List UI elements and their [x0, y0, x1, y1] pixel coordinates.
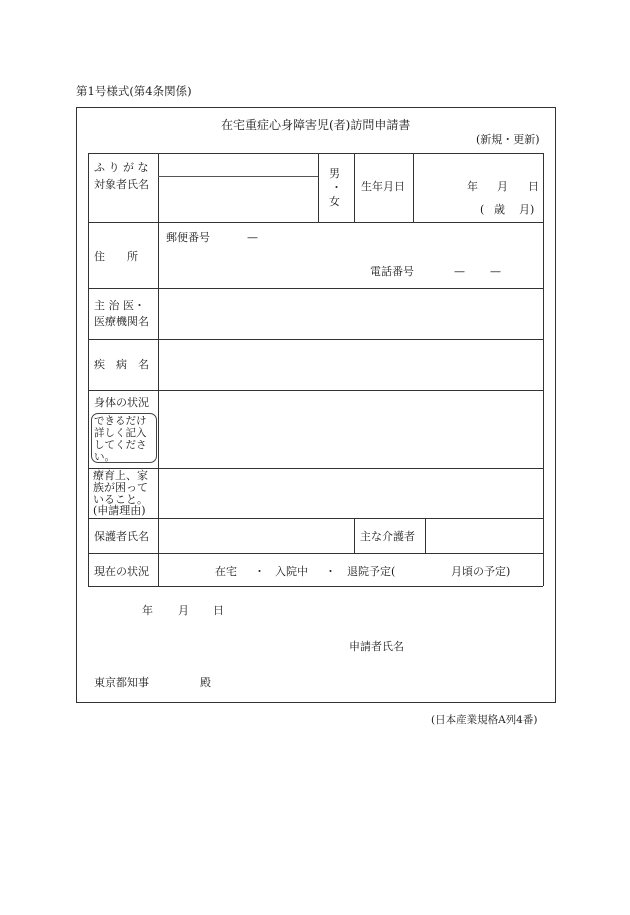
honorific-label: 殿: [200, 676, 211, 689]
physical-condition-note: できるだけ詳しく記入してください。: [91, 413, 157, 463]
institution-label: 医療機関名: [94, 315, 149, 328]
postal-dash: —: [247, 231, 258, 244]
status-discharge-option[interactable]: 退院予定(: [347, 565, 396, 578]
phone-number-label: 電話番号: [370, 265, 414, 278]
furigana-label: ふ り が な: [94, 161, 149, 174]
new-renewal-label: (新規・更新): [476, 133, 540, 146]
governor-label: 東京都知事: [94, 676, 149, 689]
date-year-unit: 年: [142, 604, 153, 617]
phone-dash-2: —: [490, 265, 501, 278]
birth-year-unit: 年: [467, 180, 478, 193]
main-caregiver-label: 主な介護者: [360, 530, 415, 543]
status-home-option[interactable]: 在宅: [215, 565, 237, 578]
date-day-unit: 日: [213, 604, 224, 617]
status-separator: ・: [325, 565, 336, 578]
postal-code-label: 郵便番号: [166, 231, 210, 244]
current-status-label: 現在の状況: [94, 565, 149, 578]
birth-day-unit: 日: [528, 180, 539, 193]
status-plan-suffix: 月頃の予定): [451, 565, 511, 578]
paper-size-note: (日本産業規格A列4番): [431, 714, 538, 726]
sex-female[interactable]: 女: [329, 195, 340, 208]
phone-dash-1: —: [454, 265, 465, 278]
disease-label: 疾 病 名: [94, 358, 149, 371]
subject-name-label: 対象者氏名: [94, 178, 149, 191]
date-month-unit: 月: [178, 604, 189, 617]
age-years-unit: 歳: [494, 203, 505, 216]
age-months-unit: 月): [519, 203, 535, 216]
status-hospital-option[interactable]: 入院中: [275, 565, 308, 578]
applicant-name-label: 申請者氏名: [349, 640, 404, 653]
physical-condition-label: 身体の状況: [94, 396, 149, 409]
form-number-label: 第1号様式(第4条関係): [76, 84, 192, 98]
form-title: 在宅重症心身障害児(者)訪問申請書: [221, 118, 411, 132]
guardian-name-label: 保護者氏名: [94, 530, 149, 543]
sex-separator: ・: [331, 181, 342, 194]
birth-date-label: 生年月日: [361, 180, 405, 193]
doctor-label: 主 治 医・: [94, 299, 145, 312]
sex-male[interactable]: 男: [329, 167, 340, 180]
difficulties-label: 療育上、家族が困っていること。: [93, 469, 148, 506]
address-label: 住 所: [94, 250, 138, 263]
birth-month-unit: 月: [497, 180, 508, 193]
application-reason-label: (申請理由): [93, 504, 146, 517]
status-separator: ・: [254, 565, 265, 578]
age-open-paren: (: [480, 203, 485, 216]
